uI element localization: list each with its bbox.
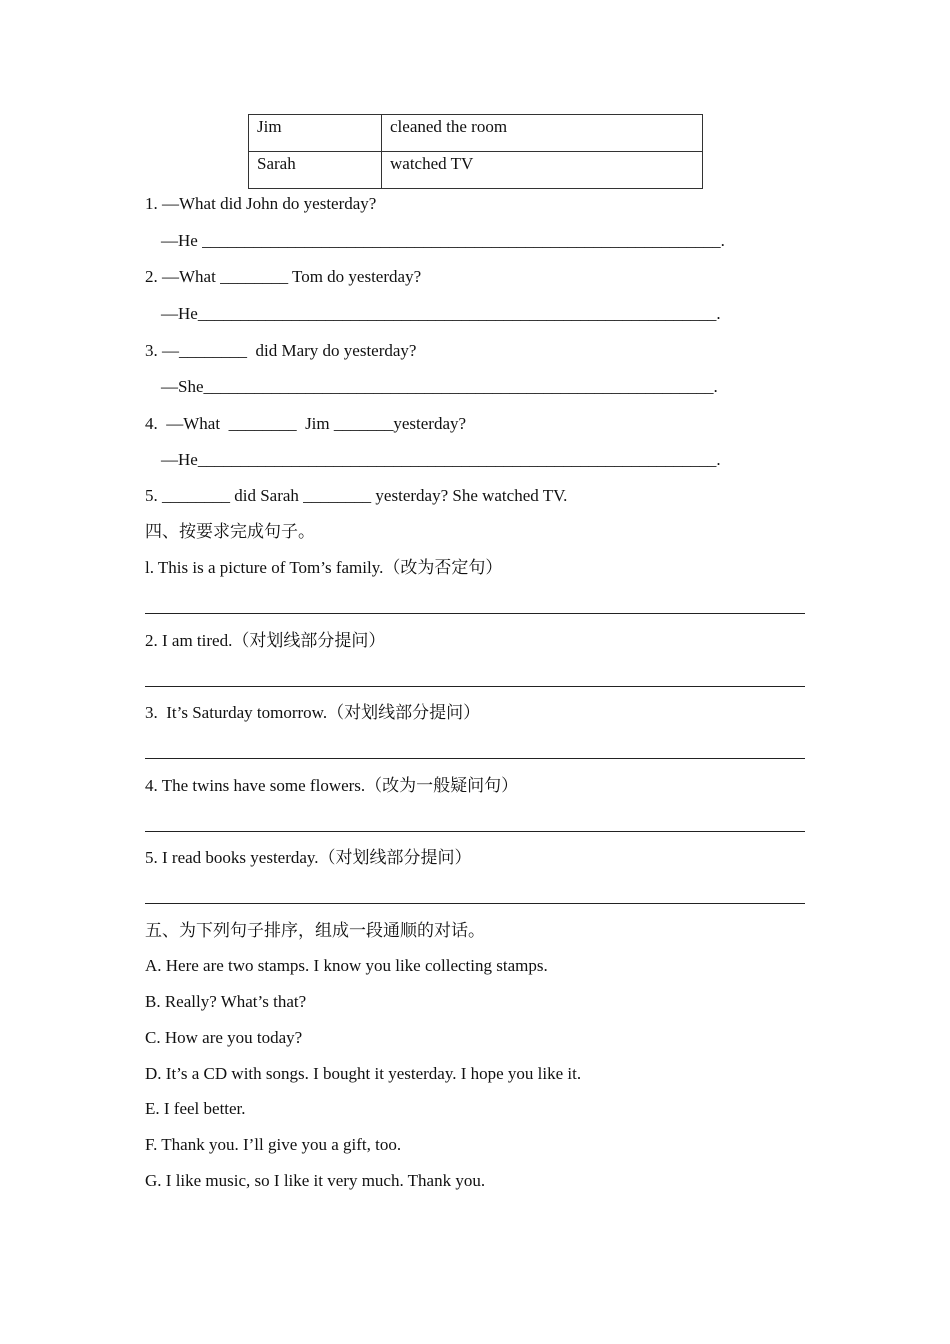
- answer-line-3: [145, 758, 805, 759]
- table-cell-name: Sarah: [249, 152, 382, 189]
- answer-1: —He _____________________________________________________________.: [161, 231, 725, 250]
- section-4-heading: 四、按要求完成句子。: [145, 522, 315, 541]
- table-cell-activity: cleaned the room: [382, 115, 703, 152]
- dialogue-sentence-f: F. Thank you. I’ll give you a gift, too.: [145, 1135, 402, 1154]
- rewrite-item-2: 2. I am tired.（对划线部分提问）: [145, 631, 386, 650]
- dialogue-sentence-d: D. It’s a CD with songs. I bought it yesterday. I hope you like it.: [145, 1064, 582, 1083]
- dialogue-sentence-a: A. Here are two stamps. I know you like collecting stamps.: [145, 956, 548, 975]
- question-3: 3. —________ did Mary do yesterday?: [145, 341, 417, 360]
- question-1: 1. —What did John do yesterday?: [145, 194, 377, 213]
- answer-4: —He_____________________________________________________________.: [161, 450, 721, 469]
- rewrite-item-4: 4. The twins have some flowers.（改为一般疑问句）: [145, 776, 519, 795]
- answer-3: —She____________________________________________________________.: [161, 377, 718, 396]
- rewrite-item-1: l. This is a picture of Tom’s family.（改为否定句）: [145, 558, 503, 577]
- answer-line-2: [145, 686, 805, 687]
- answer-line-5: [145, 903, 805, 904]
- answer-2: —He_____________________________________________________________.: [161, 304, 721, 323]
- dialogue-sentence-e: E. I feel better.: [145, 1099, 246, 1118]
- rewrite-item-3: 3. It’s Saturday tomorrow.（对划线部分提问）: [145, 703, 481, 722]
- question-4: 4. —What ________ Jim _______yesterday?: [145, 414, 467, 433]
- table-row: [249, 115, 703, 152]
- activity-table: [248, 114, 703, 189]
- section-5-heading: 五、为下列句子排序，组成一段通顺的对话。: [145, 921, 485, 940]
- table-cell-activity: watched TV: [382, 152, 703, 189]
- answer-line-4: [145, 831, 805, 832]
- dialogue-sentence-g: G. I like music, so I like it very much. Thank you.: [145, 1171, 486, 1190]
- table-cell-name: Jim: [249, 115, 382, 152]
- answer-line-1: [145, 613, 805, 614]
- rewrite-item-5: 5. I read books yesterday.（对划线部分提问）: [145, 848, 472, 867]
- dialogue-sentence-b: B. Really? What’s that?: [145, 992, 307, 1011]
- table-row: [249, 152, 703, 189]
- question-2: 2. —What ________ Tom do yesterday?: [145, 267, 422, 286]
- question-5: 5. ________ did Sarah ________ yesterday? She watched TV.: [145, 486, 568, 505]
- dialogue-sentence-c: C. How are you today?: [145, 1028, 303, 1047]
